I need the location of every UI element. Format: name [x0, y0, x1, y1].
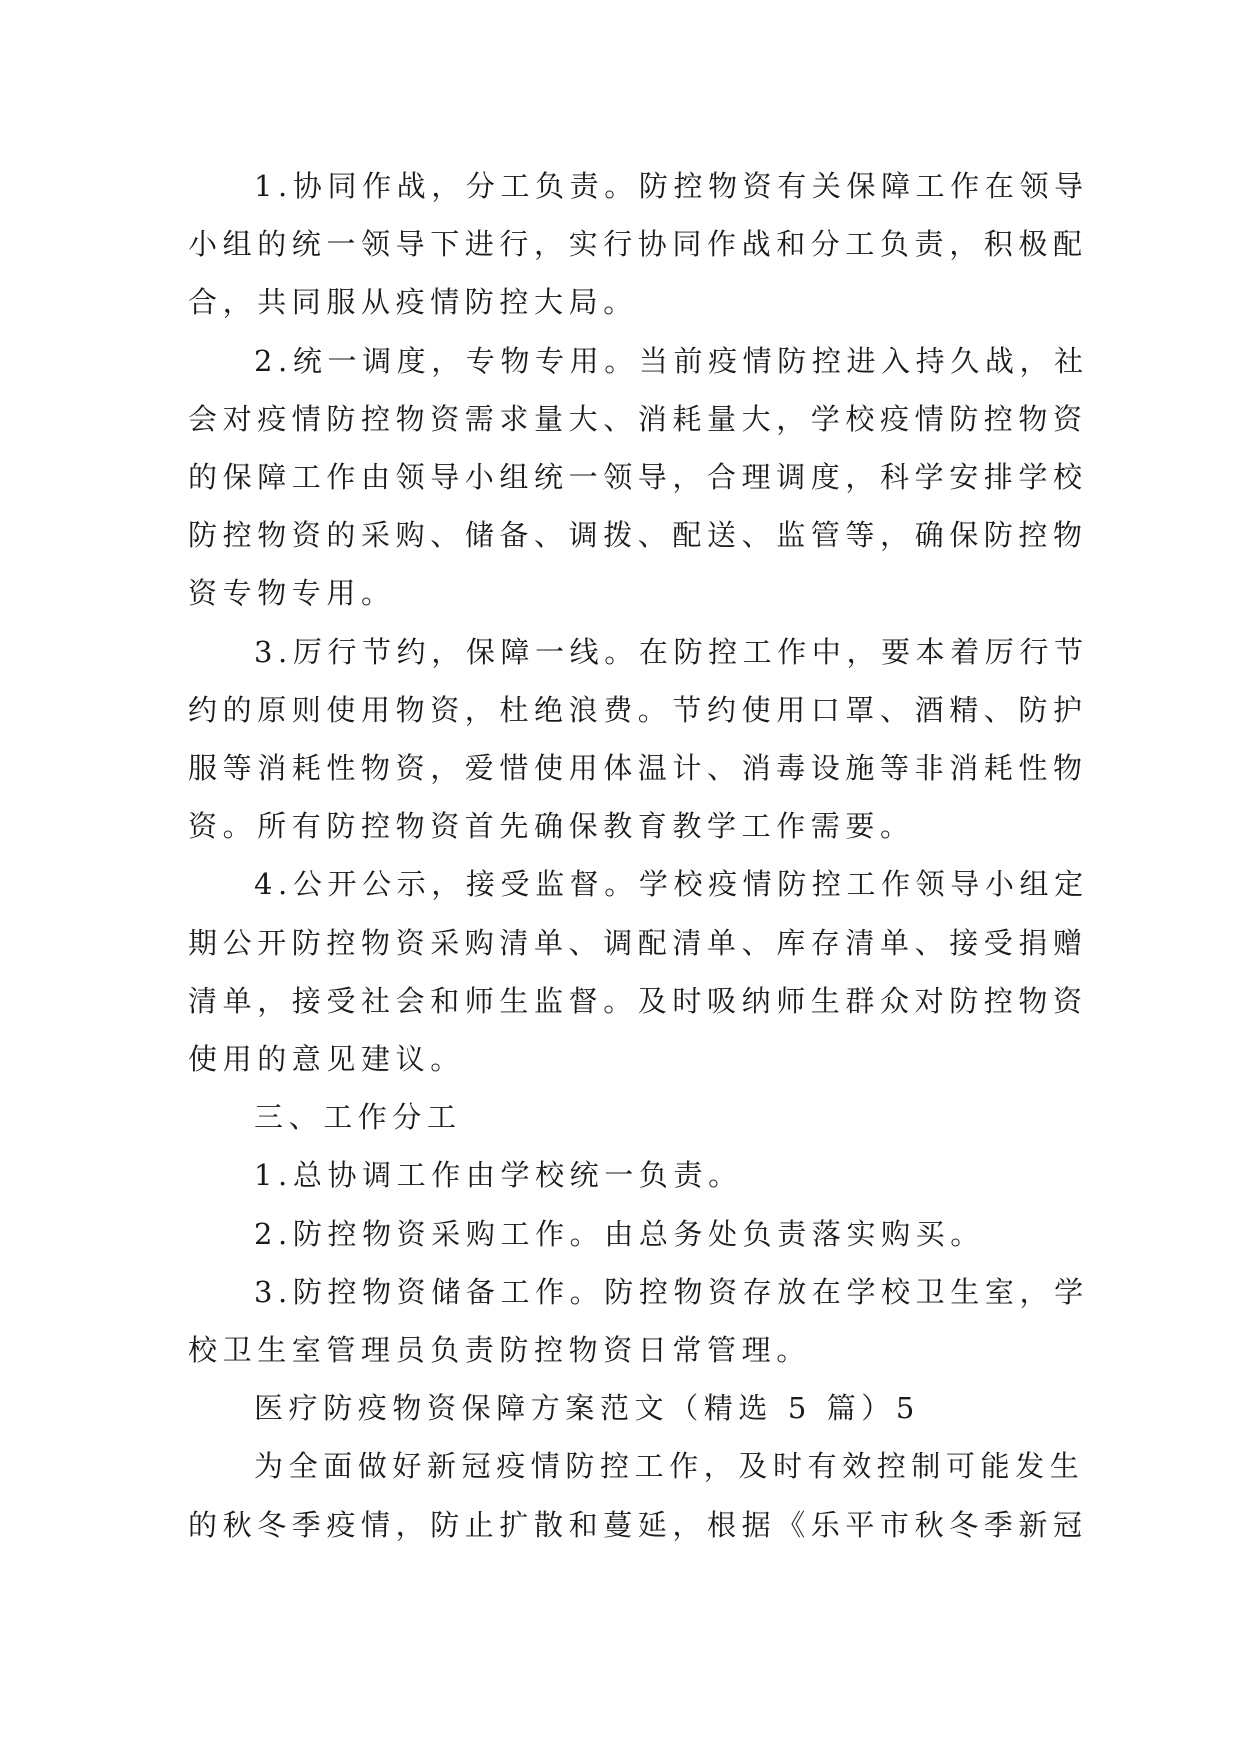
text-line: 期公开防控物资采购清单、调配清单、库存清单、接受捐赠	[188, 925, 1088, 960]
document-body	[188, 157, 1089, 1554]
paragraph	[188, 1437, 1088, 1553]
text-line: 资。所有防控物资首先确保教育教学工作需要。	[188, 809, 915, 844]
text-line: 小组的统一领导下进行，实行协同作战和分工负责，积极配	[188, 227, 1088, 262]
paragraph	[188, 1146, 1058, 1204]
text-line: 3.厉行节约，保障一线。在防控工作中，要本着厉行节	[254, 634, 1089, 669]
text-line: 会对疫情防控物资需求量大、消耗量大，学校疫情防控物资	[188, 401, 1088, 436]
text-line: 2.统一调度，专物专用。当前疫情防控进入持久战，社	[254, 343, 1089, 378]
paragraph	[188, 623, 1089, 856]
text-line: 三、工作分工	[254, 1100, 462, 1135]
text-line: 2.防控物资采购工作。由总务处负责落实购买。	[254, 1216, 985, 1251]
text-line: 约的原则使用物资，杜绝浪费。节约使用口罩、酒精、防护	[188, 692, 1088, 727]
paragraph	[188, 157, 1089, 332]
paragraph	[188, 1379, 1058, 1437]
paragraph	[188, 332, 1089, 623]
text-line: 4.公开公示，接受监督。学校疫情防控工作领导小组定	[254, 867, 1089, 902]
text-line: 为全面做好新冠疫情防控工作，及时有效控制可能发生	[254, 1449, 1085, 1484]
paragraph	[188, 1263, 1089, 1379]
paragraph	[188, 855, 1089, 1088]
text-line: 的秋冬季疫情，防止扩散和蔓延，根据《乐平市秋冬季新冠	[188, 1507, 1088, 1542]
text-line: 校卫生室管理员负责防控物资日常管理。	[188, 1333, 811, 1368]
text-line: 合，共同服从疫情防控大局。	[188, 285, 638, 320]
text-line: 清单，接受社会和师生监督。及时吸纳师生群众对防控物资	[188, 983, 1088, 1018]
text-line: 1.总协调工作由学校统一负责。	[254, 1158, 743, 1193]
paragraph	[188, 1088, 1058, 1146]
text-line: 使用的意见建议。	[188, 1042, 465, 1077]
text-line: 的保障工作由领导小组统一领导，合理调度，科学安排学校	[188, 460, 1088, 495]
text-line: 服等消耗性物资，爱惜使用体温计、消毒设施等非消耗性物	[188, 751, 1088, 786]
text-line: 医疗防疫物资保障方案范文（精选 5 篇）5	[254, 1391, 920, 1426]
text-line: 3.防控物资储备工作。防控物资存放在学校卫生室，学	[254, 1274, 1089, 1309]
paragraph	[188, 1205, 1058, 1263]
text-line: 防控物资的采购、储备、调拨、配送、监管等，确保防控物	[188, 518, 1088, 553]
text-line: 1.协同作战，分工负责。防控物资有关保障工作在领导	[254, 169, 1089, 203]
text-line: 资专物专用。	[188, 576, 396, 611]
